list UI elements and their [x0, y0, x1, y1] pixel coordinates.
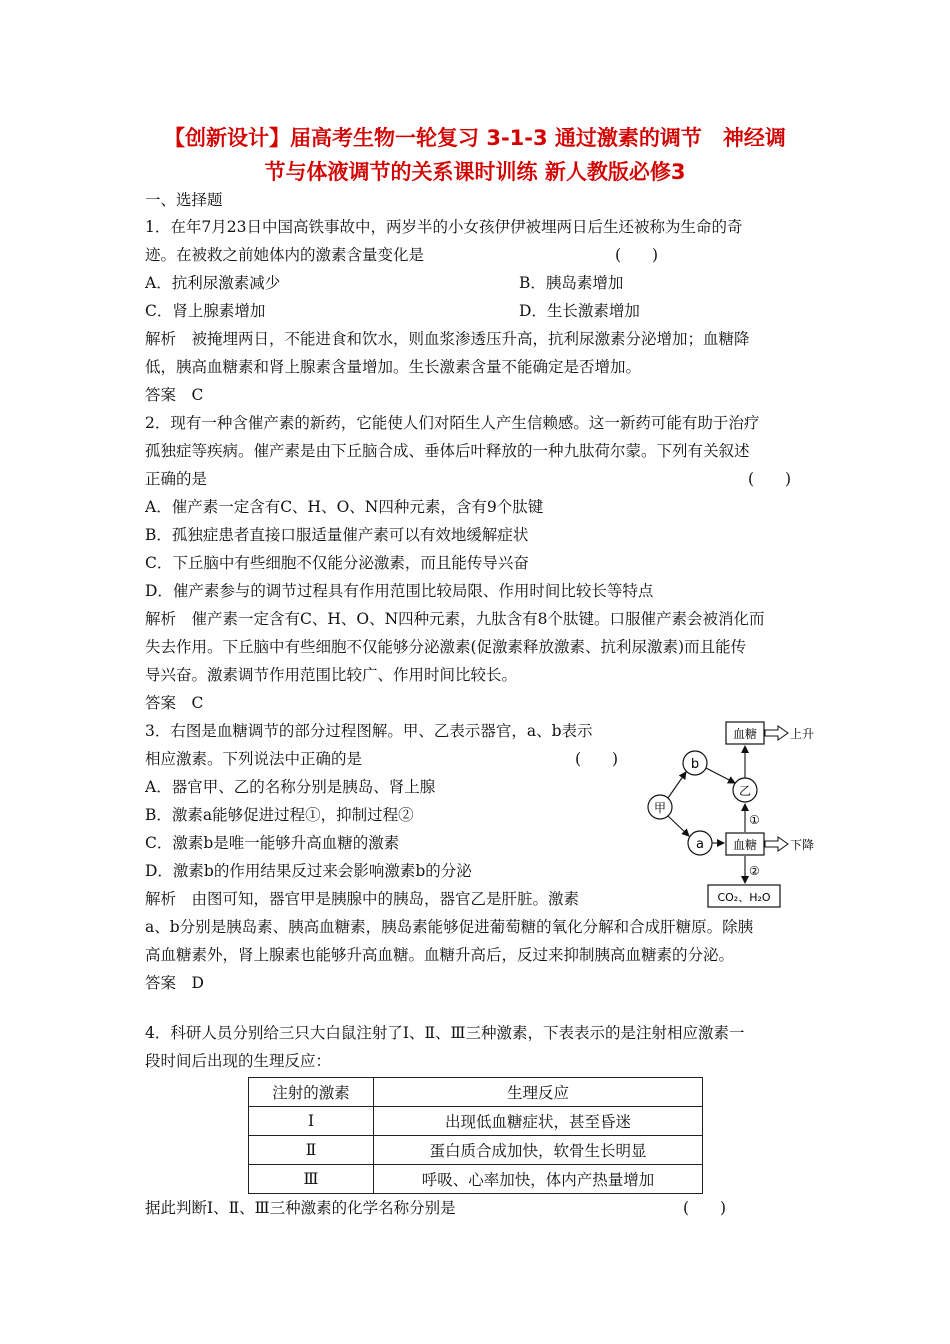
q3-explanation-line1: 解析 由图可知，器官甲是胰腺中的胰岛，器官乙是肝脏。激素 [145, 890, 580, 908]
node-a-label: a [696, 837, 704, 852]
q2-option-d: D．催产素参与的调节过程具有作用范围比较局限、作用时间比较长等特点 [145, 582, 654, 600]
doc-title-line2: 节与体液调节的关系课时训练 新人教版必修3 [264, 160, 686, 184]
table-row [249, 1136, 703, 1165]
process-2-label: ② [749, 864, 760, 878]
hormone-reaction-table [248, 1077, 703, 1194]
arrow-jia-to-b [668, 772, 686, 798]
table-header-reaction: 生理反应 [374, 1078, 703, 1107]
table-header-hormone: 注射的激素 [249, 1078, 374, 1107]
q4-stem-line1: 4．科研人员分别给三只大白鼠注射了Ⅰ、Ⅱ、Ⅲ三种激素，下表表示的是注射相应激素一 [145, 1024, 745, 1042]
q3-answer-paren: ( ) [575, 750, 619, 768]
q2-stem-line2: 孤独症等疾病。催产素是由下丘脑合成、垂体后叶释放的一种九肽荷尔蒙。下列有关叙述 [145, 442, 750, 460]
q3-option-d: D．激素b的作用结果反过来会影响激素b的分泌 [145, 862, 472, 880]
q1-option-d: D．生长激素增加 [519, 302, 640, 320]
table-cell-reaction: 出现低血糖症状，甚至昏迷 [374, 1107, 703, 1136]
q3-stem-line2: 相应激素。下列说法中正确的是 [145, 750, 363, 768]
arrow-jia-to-a [668, 816, 689, 836]
q2-explanation-line3: 导兴奋。激素调节作用范围比较广、作用时间比较长。 [145, 666, 518, 684]
q3-explanation-line3: 高血糖素外，肾上腺素也能够升高血糖。血糖升高后，反过来抑制胰高血糖素的分泌。 [145, 946, 735, 964]
rise-arrow [765, 726, 788, 740]
q2-answer-paren: ( ) [748, 470, 792, 488]
process-1-label: ① [749, 813, 760, 827]
box-blood-sugar-mid-label: 血糖 [732, 838, 758, 852]
fall-arrow [765, 837, 788, 851]
q2-option-b: B．孤独症患者直接口服适量催产素可以有效地缓解症状 [145, 526, 529, 544]
q2-answer: 答案 C [145, 694, 204, 712]
q1-stem-line1: 1．在年7月23日中国高铁事故中，两岁半的小女孩伊伊被埋两日后生还被称为生命的奇 [145, 218, 743, 236]
q3-stem-line1: 3．右图是血糖调节的部分过程图解。甲、乙表示器官，a、b表示 [145, 722, 593, 740]
node-jia-label: 甲 [653, 801, 667, 815]
box-blood-sugar-top-label: 血糖 [732, 727, 758, 741]
q2-stem-line1: 2．现有一种含催产素的新药，它能使人们对陌生人产生信赖感。这一新药可能有助于治疗 [145, 414, 760, 432]
arrow-b-to-yi [706, 768, 735, 783]
q1-option-a: A．抗利尿激素减少 [145, 274, 281, 292]
q1-answer-paren: ( ) [615, 246, 659, 264]
q3-option-c: C．激素b是唯一能够升高血糖的激素 [145, 834, 400, 852]
fall-label: 下降 [790, 838, 815, 852]
q2-option-c: C．下丘脑中有些细胞不仅能分泌激素，而且能传导兴奋 [145, 554, 529, 572]
table-cell-reaction: 呼吸、心率加快，体内产热量增加 [374, 1165, 703, 1194]
table-cell-reaction: 蛋白质合成加快，软骨生长明显 [374, 1136, 703, 1165]
q2-explanation-line1: 解析 催产素一定含有C、H、O、N四种元素，九肽含有8个肽键。口服催产素会被消化而 [145, 610, 765, 628]
table-row [249, 1165, 703, 1194]
table-cell-hormone: Ⅱ [249, 1136, 374, 1165]
blood-sugar-diagram [640, 715, 820, 910]
rise-label: 上升 [790, 727, 815, 741]
q2-explanation-line2: 失去作用。下丘脑中有些细胞不仅能够分泌激素(促激素释放激素、抗利尿激素)而且能传 [145, 638, 747, 656]
q4-answer-paren: ( ) [683, 1199, 727, 1217]
q2-stem-line3: 正确的是 [145, 470, 208, 488]
q1-option-c: C．肾上腺素增加 [145, 302, 266, 320]
q3-explanation-line2: a、b分别是胰岛素、胰高血糖素，胰岛素能够促进葡萄糖的氧化分解和合成肝糖原。除胰 [145, 918, 754, 936]
box-co2-h2o-label: CO₂、H₂O [717, 891, 771, 904]
q1-explanation-line1: 解析 被掩埋两日，不能进食和饮水，则血浆渗透压升高，抗利尿激素分泌增加；血糖降 [145, 330, 750, 348]
q1-explanation-line2: 低，胰高血糖素和肾上腺素含量增加。生长激素含量不能确定是否增加。 [145, 358, 642, 376]
node-b-label: b [690, 757, 700, 772]
table-cell-hormone: Ⅲ [249, 1165, 374, 1194]
q3-option-b: B．激素a能够促进过程①，抑制过程② [145, 806, 414, 824]
q1-answer: 答案 C [145, 386, 204, 404]
table-cell-hormone: Ⅰ [249, 1107, 374, 1136]
q3-answer: 答案 D [145, 974, 204, 992]
q4-stem-line2: 段时间后出现的生理反应： [145, 1052, 332, 1070]
section-heading: 一、选择题 [145, 191, 223, 209]
node-yi-label: 乙 [738, 784, 752, 798]
q4-final-line: 据此判断Ⅰ、Ⅱ、Ⅲ三种激素的化学名称分别是 [145, 1199, 456, 1217]
q3-option-a: A．器官甲、乙的名称分别是胰岛、肾上腺 [145, 778, 436, 796]
table-row [249, 1107, 703, 1136]
q1-stem-line2: 迹。在被救之前她体内的激素含量变化是 [145, 246, 425, 264]
table-header-row [249, 1078, 703, 1107]
q1-option-b: B．胰岛素增加 [519, 274, 624, 292]
q2-option-a: A．催产素一定含有C、H、O、N四种元素，含有9个肽键 [145, 498, 544, 516]
doc-title-line1: 【创新设计】届高考生物一轮复习 3-1-3 通过激素的调节 神经调 [164, 126, 786, 150]
